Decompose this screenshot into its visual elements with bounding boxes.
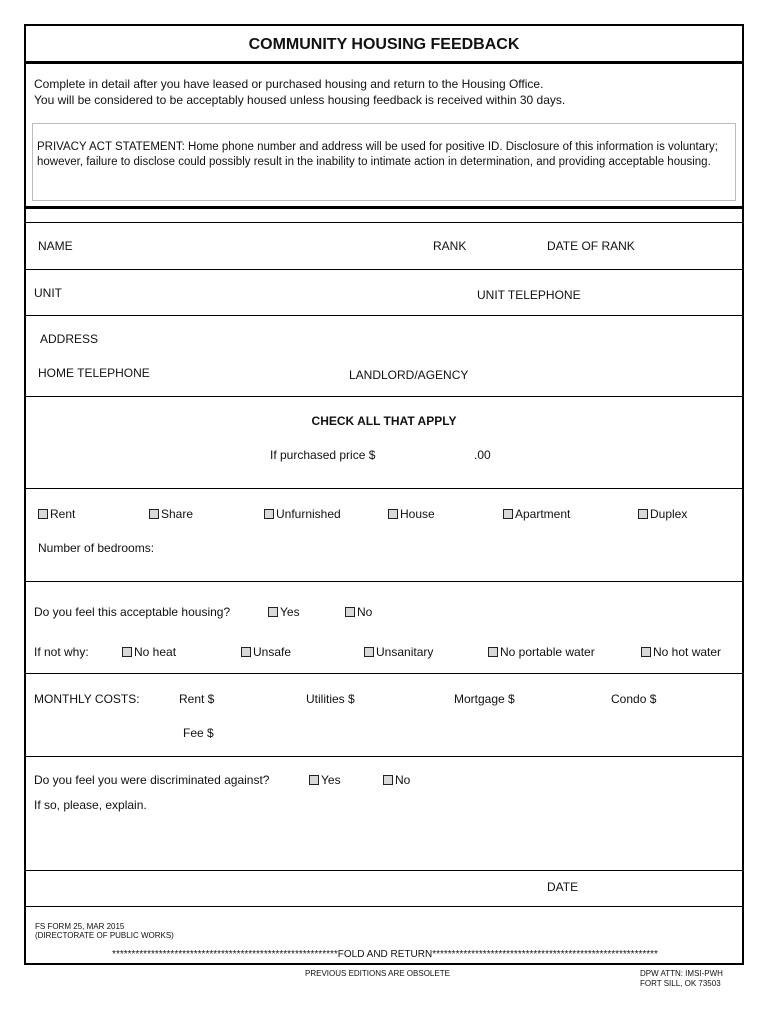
checkbox-label: No hot water (653, 645, 722, 659)
divider (26, 269, 742, 270)
rent-checkbox[interactable] (38, 507, 75, 521)
divider (26, 61, 742, 64)
no-heat-checkbox[interactable] (122, 645, 176, 659)
utilities-cost-field[interactable]: Utilities $ (306, 692, 355, 706)
divider (26, 756, 742, 757)
unit-field[interactable]: UNIT (34, 286, 62, 300)
previous-editions-note: PREVIOUS EDITIONS ARE OBSOLETE (305, 969, 450, 978)
checkbox-label: Apartment (515, 507, 571, 521)
house-checkbox[interactable] (388, 507, 435, 521)
checkbox-label: Rent (50, 507, 76, 521)
intro-line-1: Complete in detail after you have leased or purchased housing and return to the Housing Office. (34, 77, 544, 91)
housing-feedback-form (24, 24, 744, 965)
purchased-cents: .00 (474, 448, 491, 462)
checkbox-label: No (357, 605, 373, 619)
share-checkbox[interactable] (149, 507, 193, 521)
checkbox-box[interactable] (488, 647, 498, 657)
acceptable-housing-question: Do you feel this acceptable housing? (34, 605, 231, 619)
divider (26, 673, 742, 674)
no-portable-water-checkbox[interactable] (488, 645, 595, 659)
fee-cost-field[interactable]: Fee $ (183, 726, 214, 740)
no-hot-water-checkbox[interactable] (641, 645, 721, 659)
checkbox-label: House (400, 507, 435, 521)
discrimination-no-checkbox[interactable] (383, 773, 410, 787)
form-title: COMMUNITY HOUSING FEEDBACK (248, 36, 520, 53)
checkbox-label: No (395, 773, 411, 787)
unit-telephone-field[interactable]: UNIT TELEPHONE (477, 288, 581, 302)
check-all-heading: CHECK ALL THAT APPLY (311, 414, 457, 428)
checkbox-box[interactable] (264, 509, 274, 519)
if-not-why-label: If not why: (34, 645, 89, 659)
divider (26, 396, 742, 397)
checkbox-box[interactable] (383, 775, 393, 785)
home-telephone-field[interactable]: HOME TELEPHONE (38, 366, 150, 380)
form-number: FS FORM 25, MAR 2015 (35, 922, 125, 931)
acceptable-no-checkbox[interactable] (345, 605, 372, 619)
bedrooms-field[interactable]: Number of bedrooms: (38, 541, 155, 555)
unsafe-checkbox[interactable] (241, 645, 291, 659)
checkbox-box[interactable] (364, 647, 374, 657)
apartment-checkbox[interactable] (503, 507, 570, 521)
checkbox-box[interactable] (268, 607, 278, 617)
checkbox-box[interactable] (149, 509, 159, 519)
explain-field[interactable]: If so, please, explain. (34, 798, 147, 812)
discrimination-question: Do you feel you were discriminated against? (34, 773, 270, 787)
divider (26, 870, 742, 871)
checkbox-label: Unsafe (253, 645, 292, 659)
divider (26, 222, 742, 223)
acceptable-yes-checkbox[interactable] (268, 605, 300, 619)
mailing-address-line-2: FORT SILL, OK 73503 (640, 979, 721, 988)
monthly-costs-label: MONTHLY COSTS: (34, 692, 140, 706)
checkbox-label: Unfurnished (276, 507, 341, 521)
privacy-act-statement: PRIVACY ACT STATEMENT: Home phone number and address will be used for positive ID. Disclosure of this information is voluntary; however, failure to disclose could possibly result in the inability to intimate action in determination, and providing acceptable housing. (32, 123, 736, 201)
checkbox-box[interactable] (38, 509, 48, 519)
landlord-agency-field[interactable]: LANDLORD/AGENCY (349, 368, 469, 382)
date-field[interactable]: DATE (547, 880, 579, 894)
checkbox-label: Unsanitary (376, 645, 434, 659)
rent-cost-field[interactable]: Rent $ (179, 692, 215, 706)
checkbox-label: Share (161, 507, 194, 521)
checkbox-label: Yes (280, 605, 300, 619)
checkbox-label: No heat (134, 645, 177, 659)
checkbox-box[interactable] (641, 647, 651, 657)
condo-cost-field[interactable]: Condo $ (611, 692, 657, 706)
divider (26, 488, 742, 489)
mortgage-cost-field[interactable]: Mortgage $ (454, 692, 515, 706)
checkbox-box[interactable] (388, 509, 398, 519)
checkbox-box[interactable] (241, 647, 251, 657)
divider (26, 206, 742, 209)
fold-and-return-line: **********************************************************FOLD AND RETURN********************************************************** (112, 949, 658, 960)
intro-line-2: You will be considered to be acceptably housed unless housing feedback is received within 30 days. (34, 93, 566, 107)
checkbox-box[interactable] (503, 509, 513, 519)
checkbox-box[interactable] (345, 607, 355, 617)
unfurnished-checkbox[interactable] (264, 507, 341, 521)
purchased-price-field[interactable]: If purchased price $ (270, 448, 376, 462)
directorate: (DIRECTORATE OF PUBLIC WORKS) (35, 931, 174, 940)
discrimination-yes-checkbox[interactable] (309, 773, 341, 787)
unsanitary-checkbox[interactable] (364, 645, 433, 659)
rank-field[interactable]: RANK (433, 239, 467, 253)
checkbox-label: Duplex (650, 507, 688, 521)
address-field[interactable]: ADDRESS (40, 332, 99, 346)
checkbox-label: No portable water (500, 645, 595, 659)
duplex-checkbox[interactable] (638, 507, 687, 521)
divider (26, 906, 742, 907)
checkbox-box[interactable] (122, 647, 132, 657)
name-field[interactable]: NAME (38, 239, 73, 253)
divider (26, 315, 742, 316)
mailing-address-line-1: DPW ATTN: IMSI-PWH (640, 969, 723, 978)
checkbox-box[interactable] (638, 509, 648, 519)
divider (26, 581, 742, 582)
checkbox-label: Yes (321, 773, 341, 787)
date-of-rank-field[interactable]: DATE OF RANK (547, 239, 635, 253)
checkbox-box[interactable] (309, 775, 319, 785)
